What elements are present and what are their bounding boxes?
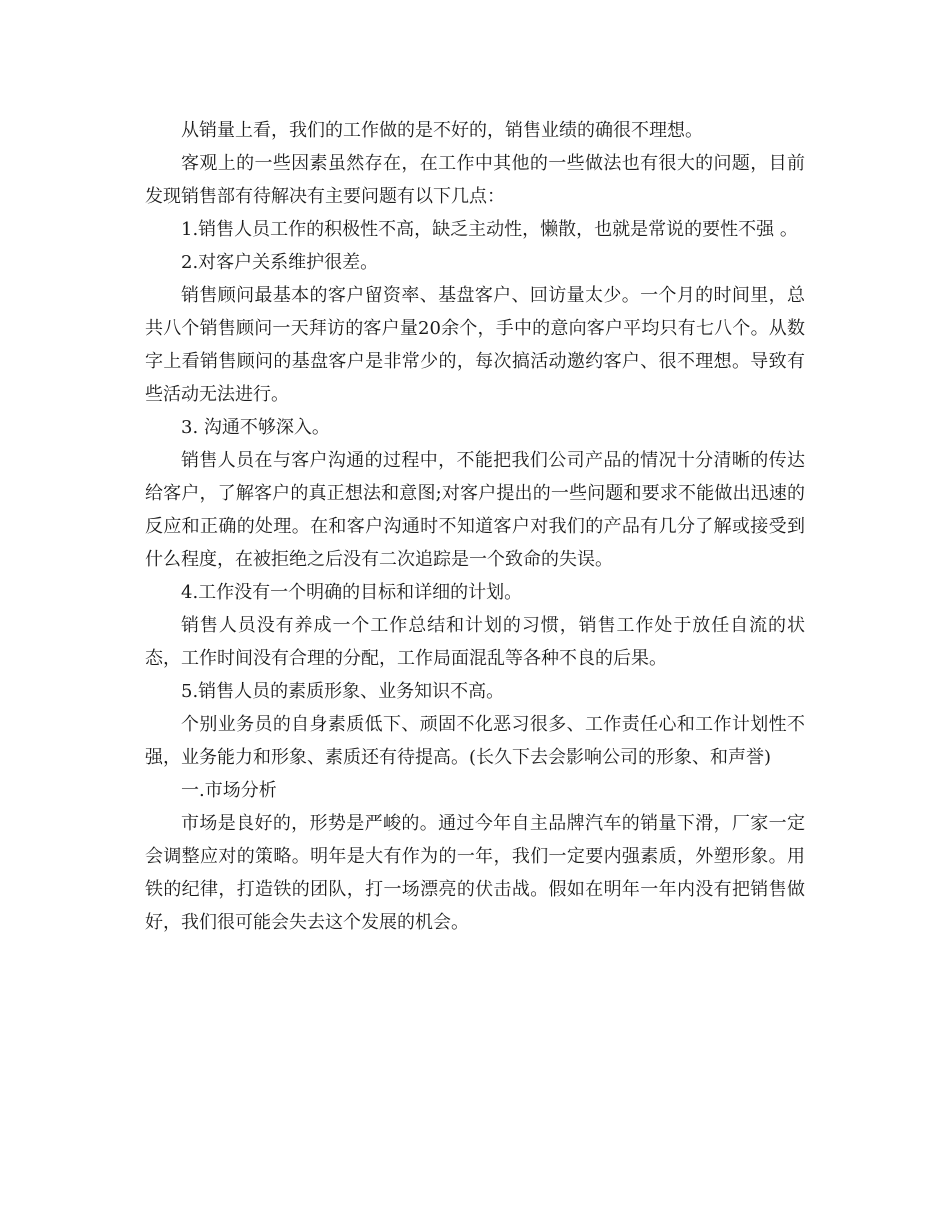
- item-5-heading: 5.销售人员的素质形象、业务知识不高。: [181, 681, 505, 702]
- item-3-heading: 3. 沟通不够深入。: [181, 417, 330, 438]
- item-3-body: 销售人员在与客户沟通的过程中，不能把我们公司产品的情况十分清晰的传达给客户，了解客户的真正想法和意图;对客户提出的一些问题和要求不能做出迅速的反应和正确的处理。在和客户沟通时不知道客户对我们的产品有几分了解或接受到什么程度，在被拒绝之后没有二次追踪是一个致命的失误。: [145, 450, 805, 570]
- item-5-body: 个别业务员的自身素质低下、顽固不化恶习很多、工作责任心和工作计划性不强，业务能力和形象、素质还有待提高。(长久下去会影响公司的形象、和声誉): [145, 714, 805, 768]
- item-1-heading: 1.销售人员工作的积极性不高，缺乏主动性，懒散，也就是常说的要性不强 。: [181, 219, 798, 240]
- item-2-heading: 2.对客户关系维护很差。: [181, 252, 379, 273]
- item-4-heading: 4.工作没有一个明确的目标和详细的计划。: [181, 582, 523, 603]
- paragraph-sales-volume: 从销量上看，我们的工作做的是不好的，销售业绩的确很不理想。: [181, 120, 703, 141]
- item-4-body: 销售人员没有养成一个工作总结和计划的习惯，销售工作处于放任自流的状态，工作时间没有合理的分配，工作局面混乱等各种不良的后果。: [145, 615, 805, 669]
- document-body: [145, 114, 805, 939]
- item-2-body: 销售顾问最基本的客户留资率、基盘客户、回访量太少。一个月的时间里，总共八个销售顾问一天拜访的客户量20余个，手中的意向客户平均只有七八个。从数字上看销售顾问的基盘客户是非常少的，每次搞活动邀约客户、很不理想。导致有些活动无法进行。: [145, 285, 805, 405]
- section-market-analysis-heading: 一.市场分析: [181, 780, 277, 801]
- section-market-analysis-body: 市场是良好的，形势是严峻的。通过今年自主品牌汽车的销量下滑，厂家一定会调整应对的策略。明年是大有作为的一年，我们一定要内强素质，外塑形象。用铁的纪律，打造铁的团队，打一场漂亮的伏击战。假如在明年一年内没有把销售做好，我们很可能会失去这个发展的机会。: [145, 813, 805, 933]
- paragraph-problems-intro: 客观上的一些因素虽然存在，在工作中其他的一些做法也有很大的问题，目前发现销售部有待解决有主要问题有以下几点：: [145, 153, 805, 207]
